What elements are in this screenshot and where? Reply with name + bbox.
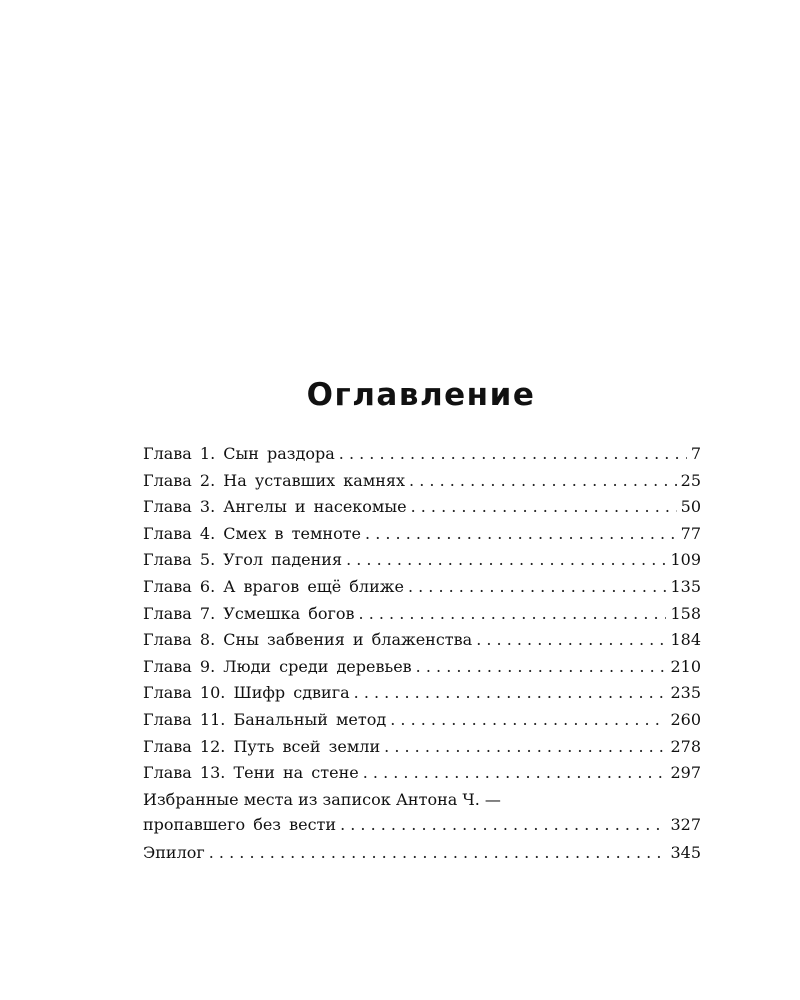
toc-entry-chapter-6[interactable] <box>143 574 701 601</box>
toc-entry-label: Глава 2. На уставших камнях <box>143 470 406 490</box>
toc-page-number: 278 <box>670 736 701 756</box>
toc-entry-label-line-2: пропавшего без вести <box>143 814 337 834</box>
toc-page-number: 210 <box>670 656 701 676</box>
toc-entry-chapter-2[interactable] <box>143 468 701 495</box>
dot-leader <box>390 707 666 734</box>
toc-entry-label: Глава 5. Угол падения <box>143 550 343 570</box>
toc-entry-chapter-4[interactable] <box>143 521 701 548</box>
toc-entry-chapter-11[interactable] <box>143 707 701 734</box>
toc-entry-chapter-8[interactable] <box>143 627 701 654</box>
toc-entry-chapter-9[interactable] <box>143 654 701 681</box>
toc-page-number: 297 <box>670 763 701 783</box>
toc-entry-label: Глава 4. Смех в темноте <box>143 523 362 543</box>
page-title: Оглавление <box>306 377 536 413</box>
toc-entry-chapter-10[interactable] <box>143 680 701 707</box>
toc-page-number: 7 <box>690 444 701 463</box>
toc-page-number: 77 <box>680 523 701 543</box>
toc-entry-chapter-7[interactable] <box>143 601 701 628</box>
toc-entry-label: Глава 9. Люди среди деревьев <box>143 656 412 676</box>
toc-page-number: 50 <box>680 497 701 517</box>
toc-entry-label: Глава 8. Сны забвения и блаженства <box>143 630 473 650</box>
dot-leader <box>408 574 667 601</box>
toc-entry-epilogue[interactable] <box>143 840 701 867</box>
toc-entry-label: Глава 10. Шифр сдвига <box>143 683 350 703</box>
toc-entry-label: Глава 11. Банальный метод <box>143 709 387 729</box>
toc-page-number: 235 <box>670 683 701 703</box>
toc-entry-notes[interactable] <box>143 787 701 840</box>
dot-leader <box>411 494 677 521</box>
dot-leader <box>365 521 677 548</box>
toc-entry-chapter-1[interactable] <box>143 441 701 468</box>
toc-page-number: 135 <box>670 576 701 596</box>
dot-leader <box>416 654 667 681</box>
toc-page-number: 158 <box>670 603 701 623</box>
toc-page-number: 260 <box>670 709 701 729</box>
dot-leader <box>209 840 667 867</box>
dot-leader <box>359 601 667 628</box>
table-of-contents <box>143 441 701 866</box>
dot-leader <box>340 809 666 840</box>
toc-page-number: 25 <box>680 470 701 490</box>
dot-leader <box>476 627 666 654</box>
toc-entry-chapter-3[interactable] <box>143 494 701 521</box>
toc-entry-line-2 <box>143 809 701 840</box>
toc-entry-label: Глава 3. Ангелы и насекомые <box>143 497 407 517</box>
toc-page-number: 327 <box>670 814 701 834</box>
toc-page-number: 184 <box>670 630 701 650</box>
dot-leader <box>339 441 687 468</box>
toc-entry-label: Глава 1. Сын раздора <box>143 444 335 463</box>
toc-page-number: 345 <box>670 842 701 862</box>
toc-entry-chapter-12[interactable] <box>143 734 701 761</box>
dot-leader <box>384 734 666 761</box>
dot-leader <box>409 468 677 495</box>
toc-entry-chapter-5[interactable] <box>143 547 701 574</box>
dot-leader <box>354 680 667 707</box>
toc-entry-label: Глава 12. Путь всей земли <box>143 736 381 756</box>
toc-entry-label: Глава 6. А врагов ещё ближе <box>143 576 404 596</box>
toc-entry-label: Глава 13. Тени на стене <box>143 763 359 783</box>
toc-entry-label: Эпилог <box>143 842 205 862</box>
toc-entry-chapter-13[interactable] <box>143 760 701 787</box>
toc-entry-label: Глава 7. Усмешка богов <box>143 603 355 623</box>
toc-page-number: 109 <box>670 550 701 570</box>
dot-leader <box>346 547 666 574</box>
toc-entry-label-line-1: Избранные места из записок Антона Ч. — <box>143 789 501 809</box>
dot-leader <box>363 760 667 787</box>
